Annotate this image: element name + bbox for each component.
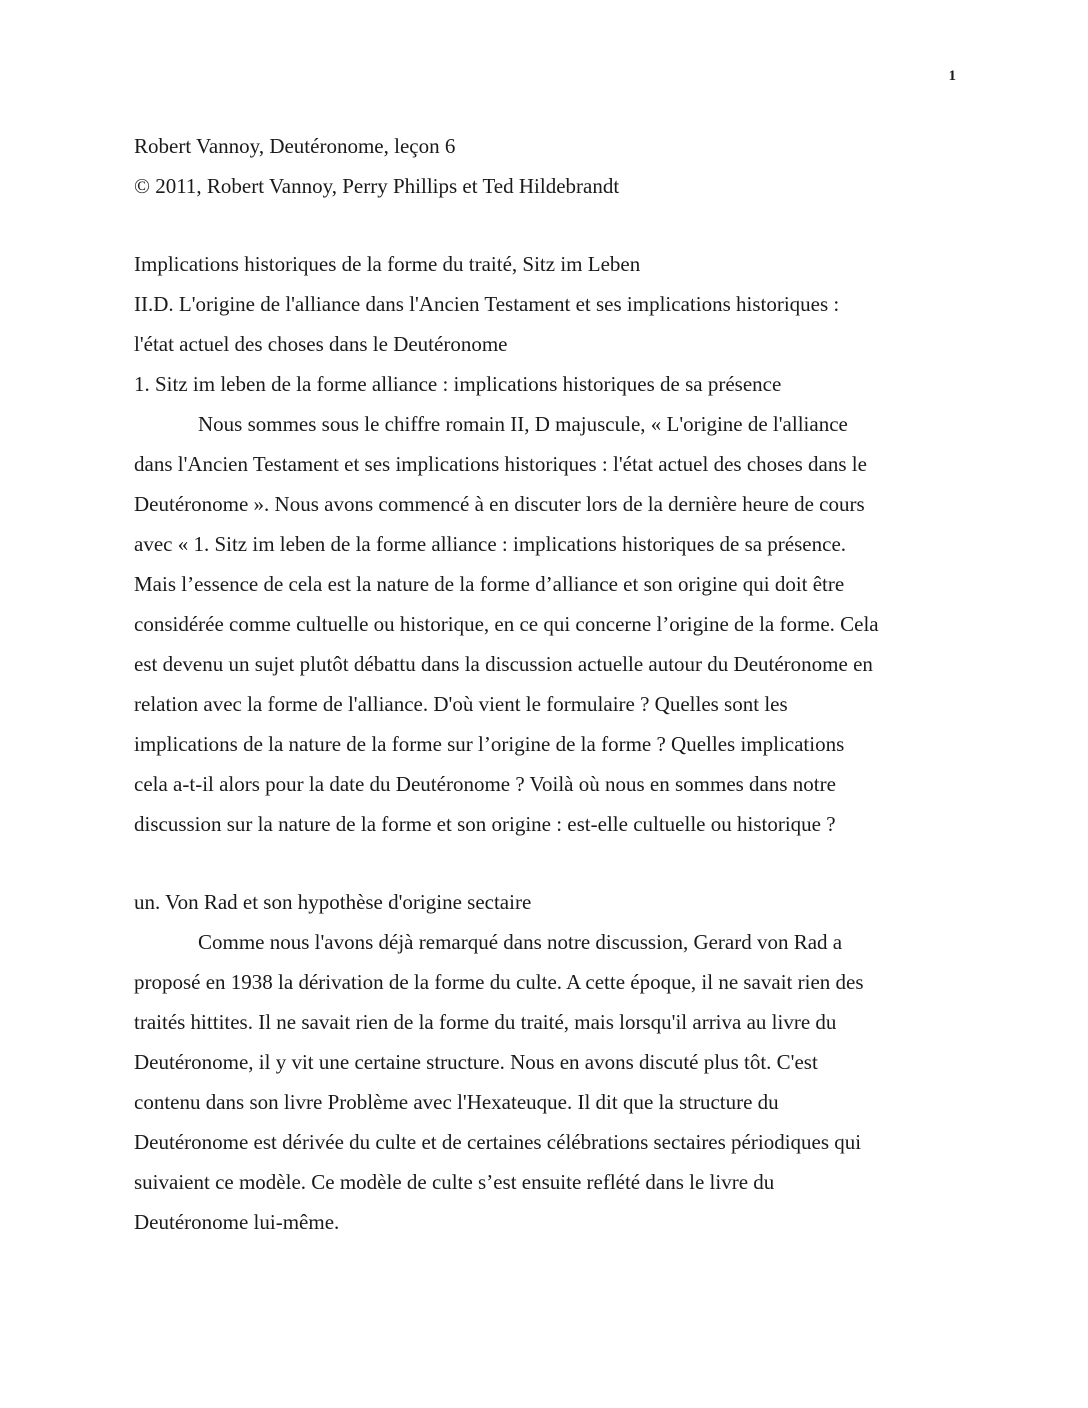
paragraph-line: traités hittites. Il ne savait rien de la forme du traité, mais lorsqu'il arriva au livre du: [134, 1010, 837, 1034]
document-title: Robert Vannoy, Deutéronome, leçon 6: [134, 134, 456, 158]
paragraph-line: considérée comme cultuelle ou historique, en ce qui concerne l’origine de la forme. Cela: [134, 612, 879, 636]
paragraph-line: proposé en 1938 la dérivation de la forme du culte. A cette époque, il ne savait rien des: [134, 970, 864, 994]
copyright-line: © 2011, Robert Vannoy, Perry Phillips et Ted Hildebrandt: [134, 174, 620, 198]
point-1-heading: 1. Sitz im leben de la forme alliance : implications historiques de sa présence: [134, 372, 782, 396]
paragraph-line: Comme nous l'avons déjà remarqué dans notre discussion, Gerard von Rad a: [198, 930, 843, 954]
paragraph-line: relation avec la forme de l'alliance. D'où vient le formulaire ? Quelles sont les: [134, 692, 788, 716]
subsection-a-heading: un. Von Rad et son hypothèse d'origine sectaire: [134, 890, 532, 914]
paragraph-line: Nous sommes sous le chiffre romain II, D majuscule, « L'origine de l'alliance: [198, 412, 848, 436]
paragraph-line: Deutéronome est dérivée du culte et de certaines célébrations sectaires périodiques qui: [134, 1130, 862, 1154]
paragraph-line: Deutéronome lui-même.: [134, 1210, 340, 1234]
paragraph-line: Deutéronome ». Nous avons commencé à en discuter lors de la dernière heure de cours: [134, 492, 865, 516]
blank-line: [134, 206, 960, 244]
outline-heading-line-2: l'état actuel des choses dans le Deutéronome: [134, 332, 508, 356]
paragraph-2: [134, 922, 960, 1242]
paragraph-line: Mais l’essence de cela est la nature de la forme d’alliance et son origine qui doit être: [134, 572, 845, 596]
document-body: [134, 126, 960, 1242]
paragraph-line: suivaient ce modèle. Ce modèle de culte s’est ensuite reflété dans le livre du: [134, 1170, 775, 1194]
paragraph-1: [134, 404, 960, 844]
paragraph-line: cela a-t-il alors pour la date du Deutéronome ? Voilà où nous en sommes dans notre: [134, 772, 836, 796]
outline-heading-line-1: II.D. L'origine de l'alliance dans l'Ancien Testament et ses implications historiques :: [134, 292, 840, 316]
page-number: 1: [948, 68, 956, 84]
paragraph-line: Deutéronome, il y vit une certaine structure. Nous en avons discuté plus tôt. C'est: [134, 1050, 818, 1074]
paragraph-line: implications de la nature de la forme sur l’origine de la forme ? Quelles implications: [134, 732, 845, 756]
paragraph-line: discussion sur la nature de la forme et son origine : est-elle cultuelle ou historique ?: [134, 812, 836, 836]
paragraph-line: contenu dans son livre Problème avec l'Hexateuque. Il dit que la structure du: [134, 1090, 779, 1114]
paragraph-line: est devenu un sujet plutôt débattu dans la discussion actuelle autour du Deutéronome en: [134, 652, 873, 676]
section-title: Implications historiques de la forme du traité, Sitz im Leben: [134, 252, 641, 276]
blank-line: [134, 844, 960, 882]
paragraph-line: avec « 1. Sitz im leben de la forme alliance : implications historiques de sa présence.: [134, 532, 847, 556]
paragraph-line: dans l'Ancien Testament et ses implications historiques : l'état actuel des choses dans le: [134, 452, 867, 476]
